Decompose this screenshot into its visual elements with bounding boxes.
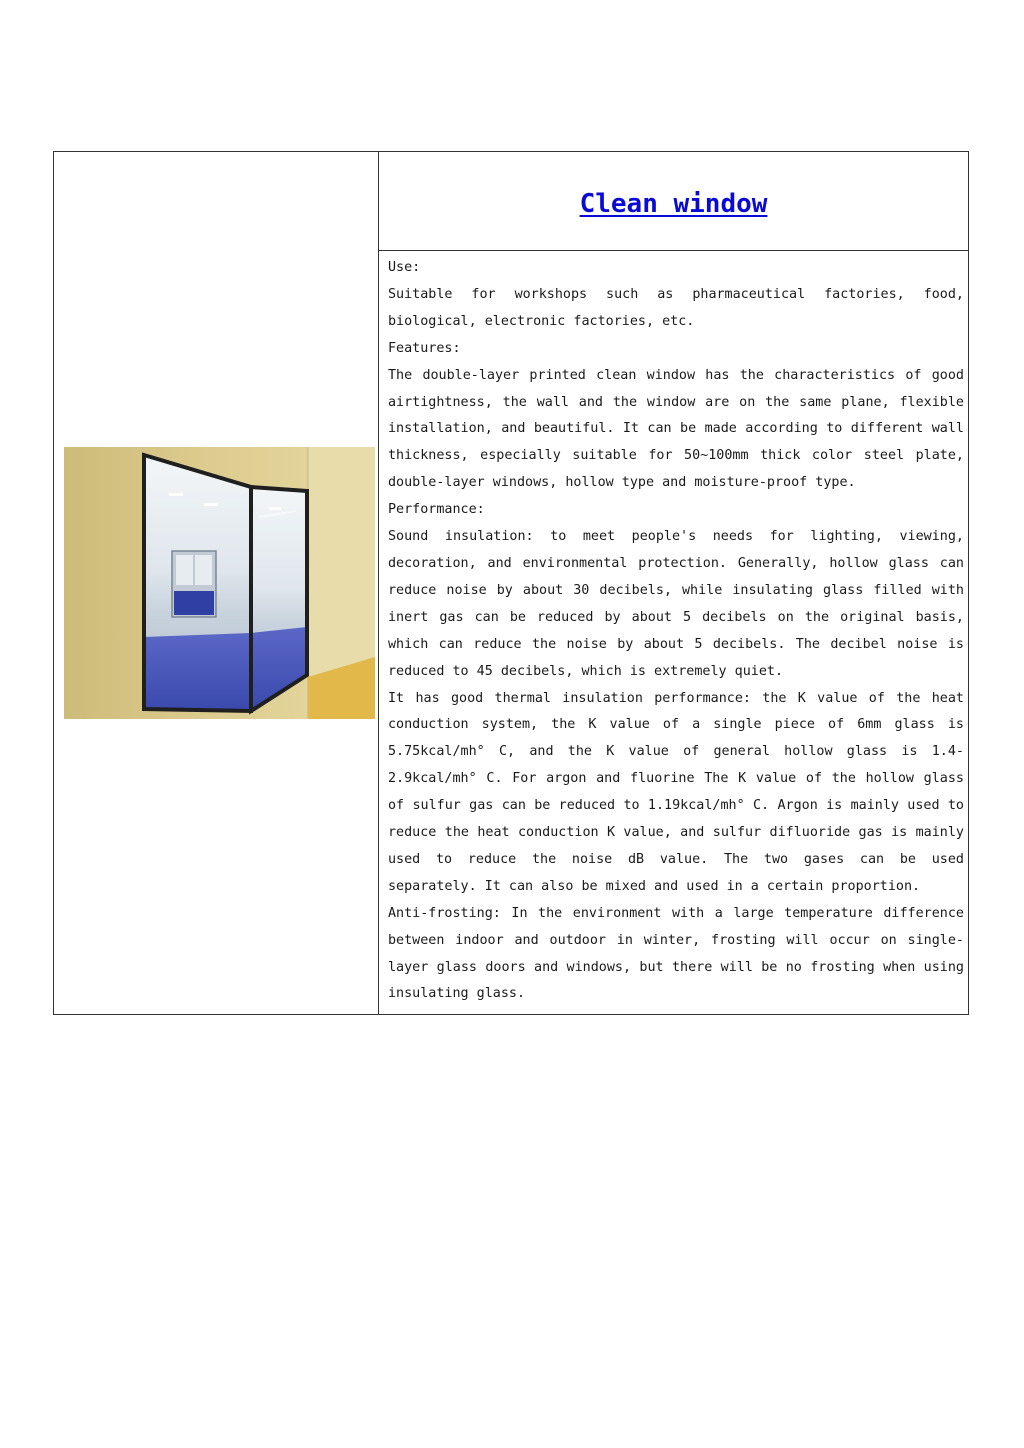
description-text: [388, 255, 964, 1008]
product-table: [53, 151, 969, 1015]
anti-frosting-text: Anti-frosting: In the environment with a large temperature difference between indoor and outdoor in winter, frosting will occur on single-layer glass doors and windows, but there will be no frosting when using insulating glass.: [388, 905, 964, 1002]
performance-heading: Performance:: [388, 502, 485, 518]
product-title-link[interactable]: Clean window: [579, 189, 768, 219]
description-cell: [379, 251, 969, 1015]
use-text: Suitable for workshops such as pharmaceutical factories, food, biological, electronic factories, etc.: [388, 286, 964, 329]
features-text: The double-layer printed clean window has the characteristics of good airtightness, the wall and the window are on the same plane, flexible installation, and beautiful. It can be made according to different wall thickness, especially suitable for 50~100mm thick color steel plate, double-layer windows, hollow type and moisture-proof type.: [388, 367, 964, 491]
thermal-insulation-text: It has good thermal insulation performance: the K value of the heat conduction system, the K value of a single piece of 6mm glass is 5.75kcal/mh° C, and the K value of general hollow glass is 1.4-2.9kcal/mh° C. For argon and fluorine The K value of the hollow glass of sulfur gas can be reduced to 1.19kcal/mh° C. Argon is mainly used to reduce the heat conduction K value, and sulfur difluoride gas is mainly used to reduce the noise dB value. The two gases can be used separately. It can also be mixed and used in a certain proportion.: [388, 690, 964, 894]
title-cell: [379, 152, 969, 251]
use-heading: Use:: [388, 260, 421, 275]
image-cell: [54, 152, 379, 1015]
clean-window-photo: [64, 447, 375, 719]
sound-insulation-text: Sound insulation: to meet people's needs for lighting, viewing, decoration, and environmental protection. Generally, hollow glass can reduce noise by about 30 decibels, while insulating glass filled with inert gas can be reduced by about 5 decibels on the original basis, which can reduce the noise by about 5 decibels. The decibel noise is reduced to 45 decibels, which is extremely quiet.: [388, 529, 964, 679]
features-heading: Features:: [388, 340, 461, 356]
